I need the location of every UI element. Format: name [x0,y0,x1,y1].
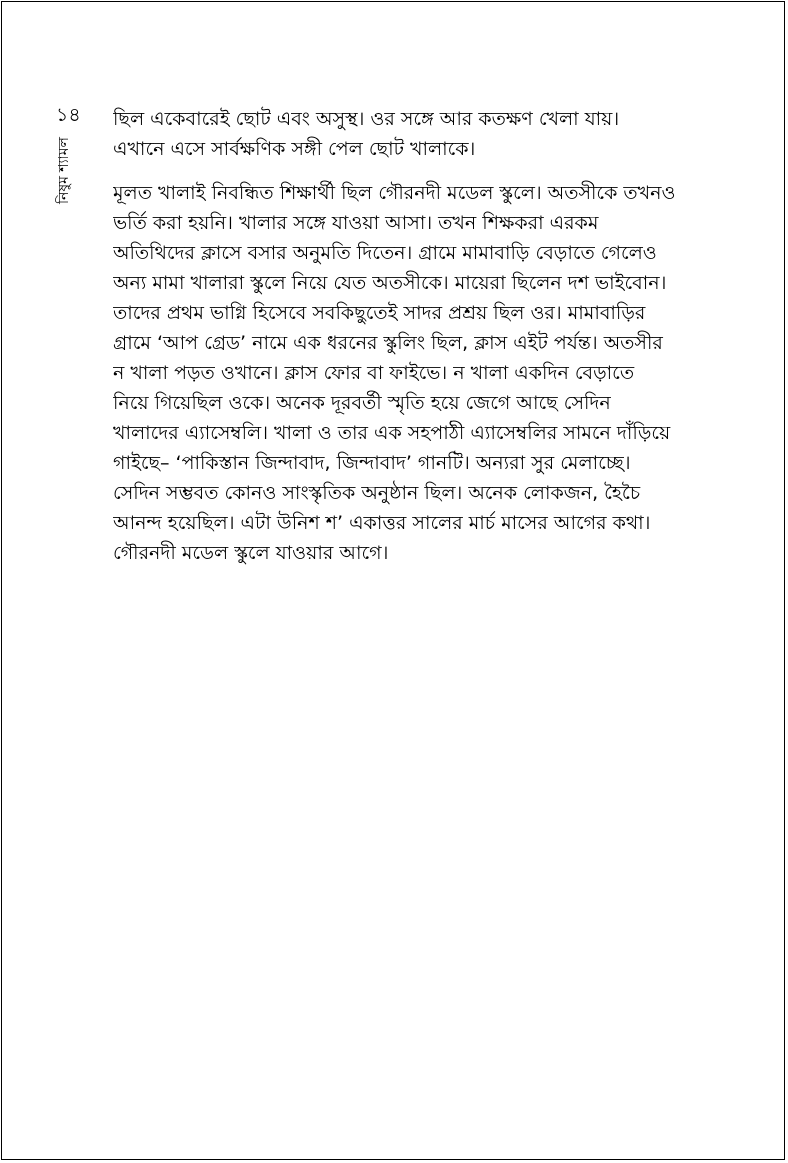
text-line: গাইছে– ‘পাকিস্তান জিন্দাবাদ, জিন্দাবাদ’ গানটি। অন্যরা সুর মেলাচ্ছে। [113,452,631,474]
text-line: ভর্তি করা হয়নি। খালার সঙ্গে যাওয়া আসা। তখন শিক্ষকরা এরকম [113,212,599,234]
text-line: মূলত খালাই নিবন্ধিত শিক্ষার্থী ছিল গৌরনদী মডেল স্কুলে। অতসীকে তখনও [113,182,676,204]
text-line: অতিথিদের ক্লাসে বসার অনুমতি দিতেন। গ্রামে মামাবাড়ি বেড়াতে গেলেও [113,242,657,264]
paragraph-2 [113,178,709,568]
paragraph-1 [113,104,709,164]
text-line: সেদিন সম্ভবত কোনও সাংস্কৃতিক অনুষ্ঠান ছিল। অনেক লোকজন, হৈচৈ [113,482,641,504]
page-number: ১৪ [56,104,81,126]
running-head: নিষুম শ্যামল [56,137,72,204]
text-line: গ্রামে ‘আপ গ্রেড’ নামে এক ধরনের স্কুলিং ছিল, ক্লাস এইট পর্যন্ত। অতসীর [113,332,663,354]
text-line: ন খালা পড়ত ওখানে। ক্লাস ফোর বা ফাইভে। ন খালা একদিন বেড়াতে [113,362,635,384]
text-line: তাদের প্রথম ভাগ্নি হিসেবে সবকিছুতেই সাদর প্রশ্রয় ছিল ওর। মামাবাড়ির [113,302,646,324]
text-line: এখানে এসে সার্বক্ষণিক সঙ্গী পেল ছোট খালাকে। [113,138,476,160]
text-line: নিয়ে গিয়েছিল ওকে। অনেক দূরবর্তী স্মৃতি হয়ে জেগে আছে সেদিন [113,392,611,414]
text-line: অন্য মামা খালারা স্কুলে নিয়ে যেত অতসীকে। মায়েরা ছিলেন দশ ভাইবোন। [113,272,667,294]
body-text [113,104,709,568]
text-line: খালাদের এ্যাসেম্বলি। খালা ও তার এক সহপাঠী এ্যাসেম্বলির সামনে দাঁড়িয়ে [113,422,671,444]
text-line: আনন্দ হয়েছিল। এটা উনিশ শ’ একাত্তর সালের মার্চ মাসের আগের কথা। [113,512,651,534]
text-line: গৌরনদী মডেল স্কুলে যাওয়ার আগে। [113,542,389,564]
text-line: ছিল একেবারেই ছোট এবং অসুস্থ। ওর সঙ্গে আর কতক্ষণ খেলা যায়। [113,108,620,130]
